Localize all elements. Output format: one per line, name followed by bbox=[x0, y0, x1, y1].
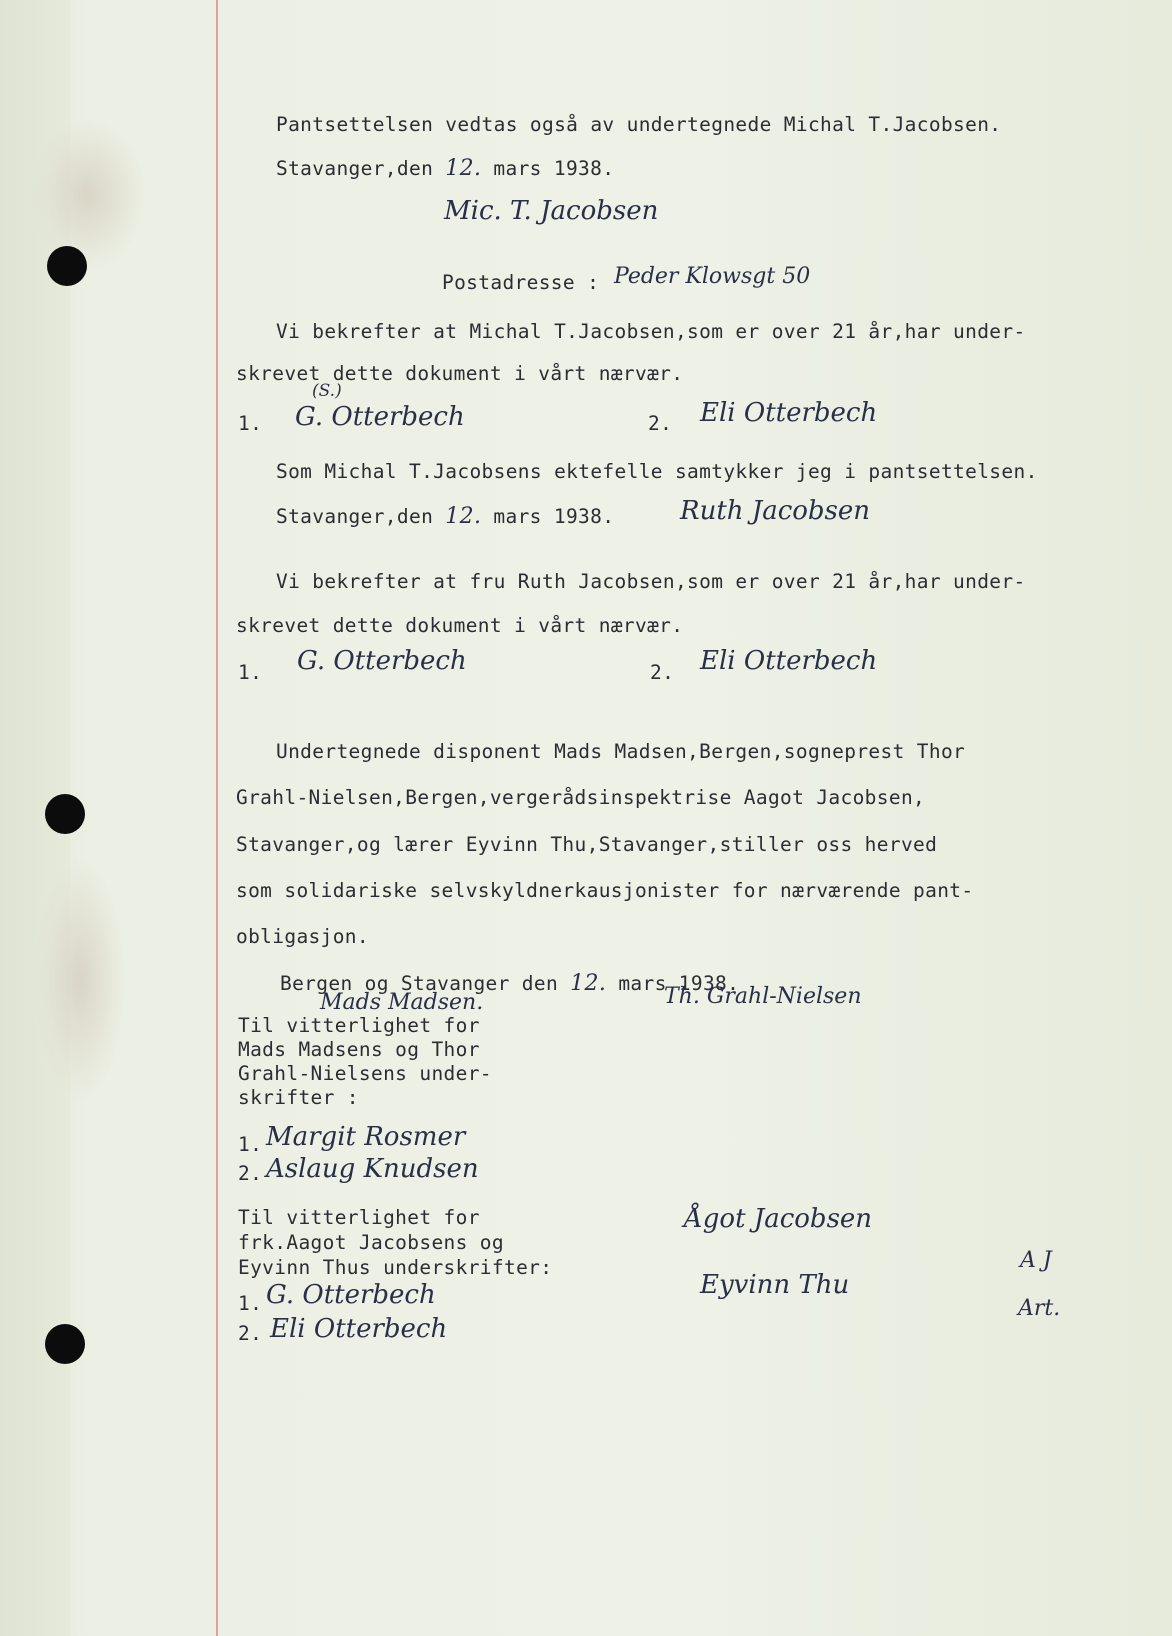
witness-number: 1. bbox=[238, 1292, 263, 1315]
witness-number: 2. bbox=[238, 1322, 263, 1345]
typed-line: Pantsettelsen vedtas også av undertegnede Michal T.Jacobsen. bbox=[276, 113, 1002, 136]
witness-signature: Margit Rosmer bbox=[266, 1122, 466, 1152]
date-line bbox=[276, 506, 614, 528]
witness-signature: G. Otterbech bbox=[295, 402, 465, 432]
signature-madsen: Mads Madsen. bbox=[320, 990, 484, 1015]
date-rest: mars 1938. bbox=[618, 972, 740, 995]
witness-signature: Eli Otterbech bbox=[700, 398, 878, 428]
typed-line: som solidariske selvskyldnerkausjonister for nærværende pant- bbox=[236, 879, 974, 902]
punch-hole bbox=[45, 1324, 85, 1364]
postadresse-label: Postadresse : bbox=[442, 271, 600, 294]
punch-hole bbox=[47, 246, 87, 286]
paper-stain bbox=[30, 120, 145, 270]
punch-hole bbox=[45, 794, 85, 834]
witness-heading: Eyvinn Thus underskrifter: bbox=[238, 1256, 553, 1279]
witness-signature: Eli Otterbech bbox=[700, 646, 878, 676]
date-day-handwritten: 12. bbox=[445, 156, 482, 181]
date-rest: mars 1938. bbox=[493, 157, 615, 180]
witness-heading: Til vitterlighet for bbox=[238, 1014, 480, 1037]
witness-number: 1. bbox=[238, 412, 263, 435]
witness-heading: Til vitterlighet for bbox=[238, 1206, 480, 1229]
signature-ruth: Ruth Jacobsen bbox=[680, 496, 871, 526]
initials: A J bbox=[1020, 1248, 1052, 1273]
initials: Art. bbox=[1018, 1296, 1061, 1321]
signature-grahl-nielsen: Th. Grahl-Nielsen bbox=[664, 984, 862, 1009]
witness-heading: frk.Aagot Jacobsens og bbox=[238, 1231, 504, 1254]
witness-number: 2. bbox=[238, 1162, 263, 1185]
witness-signature: G. Otterbech bbox=[266, 1280, 436, 1310]
signature-eyvinn: Eyvinn Thu bbox=[700, 1270, 850, 1300]
witness-signature: G. Otterbech bbox=[297, 646, 467, 676]
typed-line: Som Michal T.Jacobsens ektefelle samtykker jeg i pantsettelsen. bbox=[276, 460, 1038, 483]
red-margin-line bbox=[216, 0, 218, 1636]
date-prefix: Stavanger,den bbox=[276, 157, 434, 180]
date-day-handwritten: 12. bbox=[445, 504, 482, 529]
typed-line: Vi bekrefter at fru Ruth Jacobsen,som er over 21 år,har under- bbox=[276, 570, 1026, 593]
typed-line: Vi bekrefter at Michal T.Jacobsen,som er over 21 år,har under- bbox=[276, 320, 1026, 343]
date-line bbox=[276, 158, 614, 180]
signature-michal: Mic. T. Jacobsen bbox=[444, 196, 659, 226]
typed-line: Undertegnede disponent Mads Madsen,Bergen,sogneprest Thor bbox=[276, 740, 966, 763]
witness-note: (S.) bbox=[312, 381, 342, 401]
date-prefix: Stavanger,den bbox=[276, 505, 434, 528]
witness-heading: Grahl-Nielsens under- bbox=[238, 1062, 492, 1085]
date-day-handwritten: 12. bbox=[570, 971, 607, 996]
typed-line: skrevet dette dokument i vårt nærvær. bbox=[236, 614, 684, 637]
date-rest: mars 1938. bbox=[493, 505, 615, 528]
signature-aagot: Ågot Jacobsen bbox=[684, 1204, 873, 1234]
witness-number: 2. bbox=[648, 412, 673, 435]
typed-line: obligasjon. bbox=[236, 925, 369, 948]
typed-line: Stavanger,og lærer Eyvinn Thu,Stavanger,stiller oss herved bbox=[236, 833, 938, 856]
paper-stain bbox=[35, 860, 125, 1100]
witness-number: 2. bbox=[650, 661, 675, 684]
postadresse-value-handwritten: Peder Klowsgt 50 bbox=[614, 264, 811, 289]
date-prefix: Bergen og Stavanger den bbox=[280, 972, 559, 995]
typed-line: Grahl-Nielsen,Bergen,vergerådsinspektrise Aagot Jacobsen, bbox=[236, 786, 926, 809]
witness-number: 1. bbox=[238, 661, 263, 684]
witness-heading: Mads Madsens og Thor bbox=[238, 1038, 480, 1061]
witness-number: 1. bbox=[238, 1133, 263, 1156]
witness-heading: skrifter : bbox=[238, 1086, 359, 1109]
witness-signature: Eli Otterbech bbox=[270, 1314, 448, 1344]
witness-signature: Aslaug Knudsen bbox=[266, 1154, 479, 1184]
typed-line: skrevet dette dokument i vårt nærvær. bbox=[236, 362, 684, 385]
